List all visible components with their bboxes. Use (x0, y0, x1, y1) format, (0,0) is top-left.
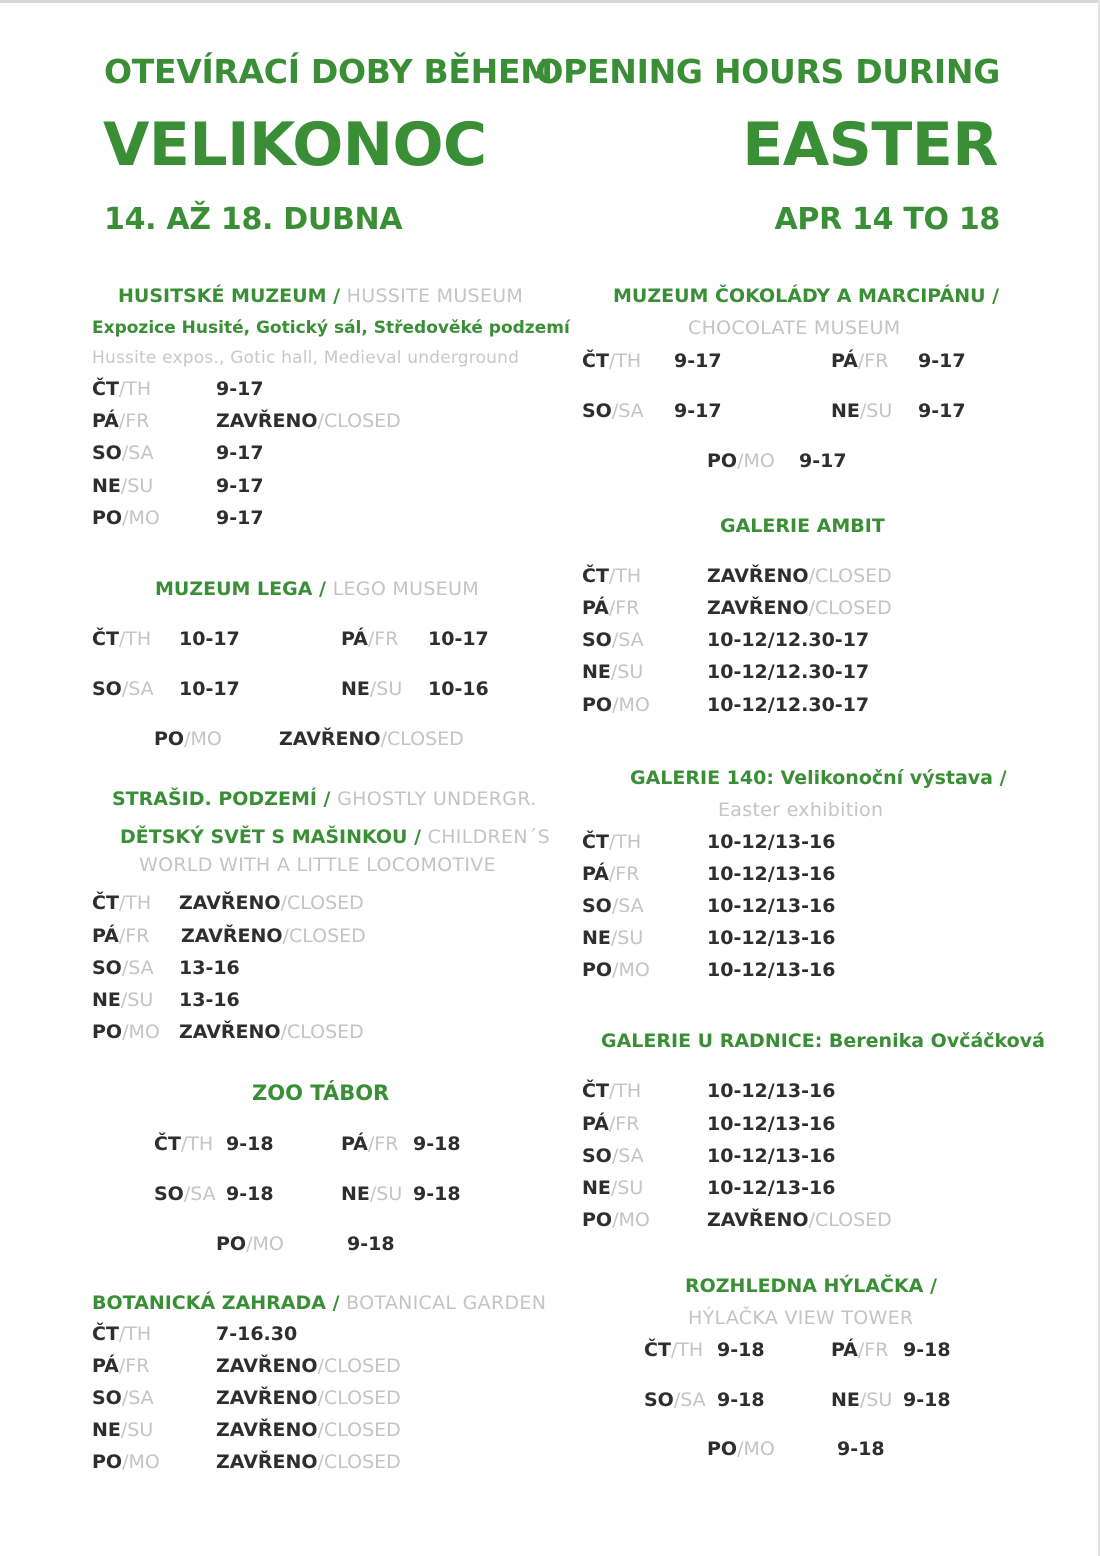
chocolate-hours-th: 9-17 (674, 350, 722, 372)
ghost-day-sa: SO/SA (92, 957, 154, 979)
botanical-hours-sa: ZAVŘENO/CLOSED (216, 1387, 401, 1409)
ambit-hours-fr: ZAVŘENO/CLOSED (707, 597, 892, 619)
zoo-hours-sa: 9-18 (226, 1183, 274, 1205)
chocolate-day-sa: SO/SA (582, 400, 644, 422)
lego-hours-sa: 10-17 (179, 678, 240, 700)
ghost-title2-cz: DĚTSKÝ SVĚT S MAŠINKOU / (120, 826, 422, 848)
chocolate-day-th: ČT/TH (582, 350, 642, 372)
g140-title-en-line (718, 799, 883, 821)
ambit-day-mo: PO/MO (582, 694, 650, 716)
ghost-hours-fr: ZAVŘENO/CLOSED (181, 925, 366, 947)
g140-hours-mo: 10-12/13-16 (707, 959, 836, 981)
zoo-hours-mo: 9-18 (347, 1233, 395, 1255)
ghost-title-1 (112, 788, 537, 810)
ghost-title3-en: WORLD WITH A LITTLE LOCOMOTIVE (139, 854, 496, 876)
header-en-line1: OPENING HOURS DURING (535, 52, 1000, 91)
ghost-hours-su: 13-16 (179, 989, 240, 1011)
ghost-day-mo: PO/MO (92, 1021, 160, 1043)
lego-hours-th: 10-17 (179, 628, 240, 650)
hussite-hours-fr: ZAVŘENO/CLOSED (216, 410, 401, 432)
lego-hours-mo: ZAVŘENO/CLOSED (279, 728, 464, 750)
tower-day-fr: PÁ/FR (831, 1339, 889, 1361)
hussite-subtitle-en: Hussite expos., Gotic hall, Medieval underground (92, 348, 520, 368)
zoo-title: ZOO TÁBOR (252, 1081, 390, 1105)
g140-hours-fr: 10-12/13-16 (707, 863, 836, 885)
radnice-day-fr: PÁ/FR (582, 1113, 640, 1135)
ghost-title1-en: GHOSTLY UNDERGR. (337, 788, 537, 810)
ambit-day-su: NE/SU (582, 661, 644, 683)
botanical-day-sa: SO/SA (92, 1387, 154, 1409)
hussite-title-en: HUSSITE MUSEUM (346, 285, 524, 307)
lego-title-en: LEGO MUSEUM (332, 578, 479, 600)
radnice-hours-fr: 10-12/13-16 (707, 1113, 836, 1135)
zoo-hours-fr: 9-18 (413, 1133, 461, 1155)
radnice-title: GALERIE U RADNICE: Berenika Ovčáčková (601, 1030, 1045, 1052)
hussite-hours-mo: 9-17 (216, 507, 264, 529)
lego-title-cz: MUZEUM LEGA / (155, 578, 326, 600)
botanical-title-en: BOTANICAL GARDEN (346, 1292, 547, 1314)
chocolate-title-en: CHOCOLATE MUSEUM (688, 317, 901, 339)
zoo-day-mo: PO/MO (216, 1233, 284, 1255)
tower-hours-su: 9-18 (903, 1389, 951, 1411)
hussite-day-sa: SO/SA (92, 442, 154, 464)
botanical-title (92, 1292, 546, 1314)
chocolate-hours-sa: 9-17 (674, 400, 722, 422)
ghost-hours-th: ZAVŘENO/CLOSED (179, 892, 364, 914)
ambit-hours-sa: 10-12/12.30-17 (707, 629, 870, 651)
hussite-title (118, 285, 523, 307)
botanical-hours-su: ZAVŘENO/CLOSED (216, 1419, 401, 1441)
ghost-title1-cz: STRAŠID. PODZEMÍ / (112, 788, 331, 810)
zoo-day-sa: SO/SA (154, 1183, 216, 1205)
ambit-day-th: ČT/TH (582, 565, 642, 587)
tower-hours-mo: 9-18 (837, 1438, 885, 1460)
ambit-hours-su: 10-12/12.30-17 (707, 661, 870, 683)
botanical-day-su: NE/SU (92, 1419, 154, 1441)
radnice-hours-su: 10-12/13-16 (707, 1177, 836, 1199)
lego-day-su: NE/SU (341, 678, 403, 700)
botanical-hours-fr: ZAVŘENO/CLOSED (216, 1355, 401, 1377)
ghost-day-su: NE/SU (92, 989, 154, 1011)
chocolate-day-fr: PÁ/FR (831, 350, 889, 372)
g140-day-sa: SO/SA (582, 895, 644, 917)
chocolate-day-su: NE/SU (831, 400, 893, 422)
radnice-hours-mo: ZAVŘENO/CLOSED (707, 1209, 892, 1231)
ambit-hours-th: ZAVŘENO/CLOSED (707, 565, 892, 587)
ghost-hours-mo: ZAVŘENO/CLOSED (179, 1021, 364, 1043)
zoo-day-th: ČT/TH (154, 1133, 214, 1155)
header-cz-line1: OTEVÍRACÍ DOBY BĚHEM (104, 52, 553, 91)
hussite-title-cz: HUSITSKÉ MUZEUM / (118, 285, 341, 307)
lego-day-th: ČT/TH (92, 628, 152, 650)
g140-day-mo: PO/MO (582, 959, 650, 981)
chocolate-title-cz: MUZEUM ČOKOLÁDY A MARCIPÁNU / (613, 285, 1000, 307)
hussite-day-su: NE/SU (92, 475, 154, 497)
hussite-day-fr: PÁ/FR (92, 410, 150, 432)
botanical-title-cz: BOTANICKÁ ZAHRADA / (92, 1292, 340, 1314)
ghost-title-2 (120, 826, 550, 848)
zoo-hours-su: 9-18 (413, 1183, 461, 1205)
chocolate-day-mo: PO/MO (707, 450, 775, 472)
g140-hours-sa: 10-12/13-16 (707, 895, 836, 917)
radnice-hours-sa: 10-12/13-16 (707, 1145, 836, 1167)
ghost-title2-en: CHILDREN´S (427, 826, 550, 848)
lego-hours-su: 10-16 (428, 678, 489, 700)
g140-day-fr: PÁ/FR (582, 863, 640, 885)
lego-hours-fr: 10-17 (428, 628, 489, 650)
chocolate-title-en-line (688, 317, 900, 339)
zoo-day-fr: PÁ/FR (341, 1133, 399, 1155)
tower-day-th: ČT/TH (644, 1339, 704, 1361)
ambit-hours-mo: 10-12/12.30-17 (707, 694, 870, 716)
lego-day-sa: SO/SA (92, 678, 154, 700)
botanical-day-mo: PO/MO (92, 1451, 160, 1473)
header-cz-dates: 14. AŽ 18. DUBNA (104, 202, 403, 237)
botanical-day-fr: PÁ/FR (92, 1355, 150, 1377)
ghost-title-3 (139, 854, 496, 876)
header-cz-title: VELIKONOC (103, 110, 487, 180)
g140-title-en: Easter exhibition (718, 799, 884, 821)
radnice-day-su: NE/SU (582, 1177, 644, 1199)
zoo-day-su: NE/SU (341, 1183, 403, 1205)
chocolate-hours-fr: 9-17 (918, 350, 966, 372)
radnice-hours-th: 10-12/13-16 (707, 1080, 836, 1102)
g140-hours-th: 10-12/13-16 (707, 831, 836, 853)
tower-hours-th: 9-18 (717, 1339, 765, 1361)
header-en-title: EASTER (742, 110, 998, 180)
hussite-hours-sa: 9-17 (216, 442, 264, 464)
tower-title-en-line (688, 1307, 913, 1329)
radnice-day-mo: PO/MO (582, 1209, 650, 1231)
ghost-hours-sa: 13-16 (179, 957, 240, 979)
radnice-day-th: ČT/TH (582, 1080, 642, 1102)
chocolate-hours-mo: 9-17 (799, 450, 847, 472)
botanical-day-th: ČT/TH (92, 1323, 152, 1345)
hussite-day-mo: PO/MO (92, 507, 160, 529)
ambit-day-fr: PÁ/FR (582, 597, 640, 619)
g140-day-su: NE/SU (582, 927, 644, 949)
hussite-day-th: ČT/TH (92, 378, 152, 400)
ghost-day-fr: PÁ/FR (92, 925, 150, 947)
tower-hours-fr: 9-18 (903, 1339, 951, 1361)
zoo-hours-th: 9-18 (226, 1133, 274, 1155)
tower-day-su: NE/SU (831, 1389, 893, 1411)
tower-title-en: HÝLAČKA VIEW TOWER (688, 1307, 914, 1329)
scan-edge-top (0, 0, 1100, 3)
chocolate-hours-su: 9-17 (918, 400, 966, 422)
ambit-title: GALERIE AMBIT (720, 515, 885, 537)
botanical-hours-th: 7-16.30 (216, 1323, 298, 1345)
g140-day-th: ČT/TH (582, 831, 642, 853)
hussite-hours-su: 9-17 (216, 475, 264, 497)
radnice-day-sa: SO/SA (582, 1145, 644, 1167)
botanical-hours-mo: ZAVŘENO/CLOSED (216, 1451, 401, 1473)
lego-day-fr: PÁ/FR (341, 628, 399, 650)
g140-hours-su: 10-12/13-16 (707, 927, 836, 949)
tower-day-mo: PO/MO (707, 1438, 775, 1460)
hussite-subtitle-cz: Expozice Husité, Gotický sál, Středověké podzemí (92, 318, 570, 338)
tower-title-cz: ROZHLEDNA HÝLAČKA / (685, 1275, 937, 1297)
lego-day-mo: PO/MO (154, 728, 222, 750)
hussite-hours-th: 9-17 (216, 378, 264, 400)
ambit-day-sa: SO/SA (582, 629, 644, 651)
lego-title (155, 578, 479, 600)
ghost-day-th: ČT/TH (92, 892, 152, 914)
g140-title-cz: GALERIE 140: Velikonoční výstava / (630, 767, 1007, 789)
tower-day-sa: SO/SA (644, 1389, 706, 1411)
header-en-dates: APR 14 TO 18 (774, 202, 1000, 237)
tower-hours-sa: 9-18 (717, 1389, 765, 1411)
